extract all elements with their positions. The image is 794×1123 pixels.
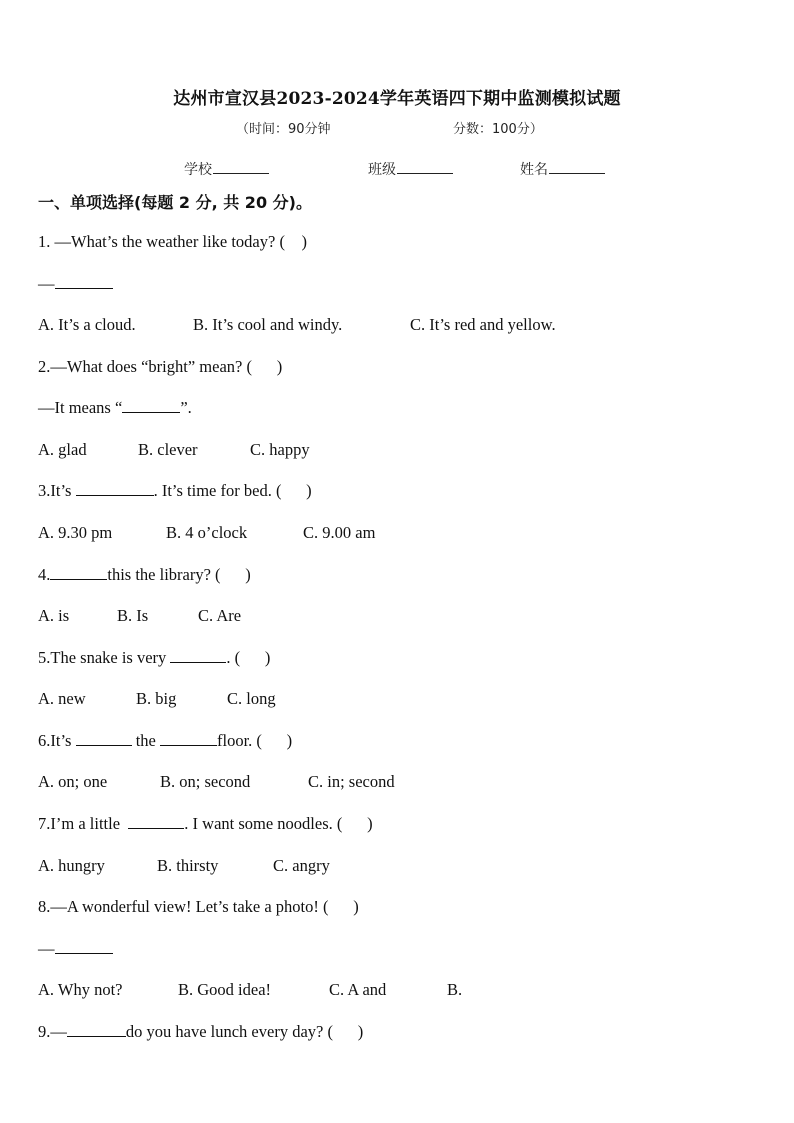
option-c[interactable]: C. It’s red and yellow. <box>410 315 556 334</box>
question-blank[interactable] <box>67 1022 126 1037</box>
question-pre: 4. <box>38 565 51 584</box>
question-blank[interactable] <box>50 565 107 580</box>
option-c-continued: B. <box>447 980 463 999</box>
exam-score: 分数：100分） <box>453 122 543 137</box>
answer-blank[interactable] <box>55 274 113 289</box>
school-label: 学校 <box>184 162 212 178</box>
answer-blank[interactable] <box>55 939 113 954</box>
name-field[interactable] <box>520 159 605 179</box>
question-8 <box>38 897 359 917</box>
question-mid: the <box>131 731 161 750</box>
question-2 <box>38 357 282 377</box>
option-b[interactable]: B. thirsty <box>157 856 219 875</box>
answer-line-8 <box>38 939 113 959</box>
answer-blank[interactable] <box>122 398 180 413</box>
option-c[interactable]: C. A and <box>329 980 387 999</box>
question-5 <box>38 648 270 668</box>
question-post: do you have lunch every day? ( ) <box>125 1022 364 1041</box>
answer-dash: — <box>38 274 55 293</box>
option-b[interactable]: B. big <box>136 689 177 708</box>
question-text: 1. —What’s the weather like today? ( ) <box>38 232 307 251</box>
option-a[interactable]: A. It’s a cloud. <box>38 315 136 334</box>
question-post: . ( ) <box>226 648 271 667</box>
question-text: 8.—A wonderful view! Let’s take a photo! ( ) <box>38 897 359 916</box>
option-c[interactable]: C. Are <box>198 606 242 625</box>
class-blank[interactable] <box>397 160 453 174</box>
question-3 <box>38 481 312 501</box>
question-pre: 3.It’s <box>38 481 76 500</box>
option-b[interactable]: B. Is <box>117 606 149 625</box>
option-b[interactable]: B. Good idea! <box>178 980 272 999</box>
question-9 <box>38 1022 363 1042</box>
question-post: . I want some noodles. ( ) <box>184 814 373 833</box>
question-pre: 6.It’s <box>38 731 76 750</box>
class-field[interactable] <box>368 159 453 179</box>
option-c[interactable]: C. in; second <box>308 772 395 791</box>
answer-dash: — <box>38 939 55 958</box>
option-a[interactable]: A. hungry <box>38 856 105 875</box>
question-6 <box>38 731 292 751</box>
question-7 <box>38 814 373 834</box>
question-post: . It’s time for bed. ( ) <box>153 481 312 500</box>
question-blank-2[interactable] <box>160 731 217 746</box>
option-c[interactable]: C. angry <box>273 856 330 875</box>
option-b[interactable]: B. 4 o’clock <box>166 523 248 542</box>
answer-line-2 <box>38 398 192 418</box>
question-post: this the library? ( ) <box>107 565 251 584</box>
option-c[interactable]: C. happy <box>250 440 310 459</box>
option-a[interactable]: A. glad <box>38 440 87 459</box>
question-1 <box>38 232 307 252</box>
question-pre: 9.— <box>38 1022 67 1041</box>
question-4 <box>38 565 251 585</box>
question-pre: 5.The snake is very <box>38 648 171 667</box>
option-c[interactable]: C. 9.00 am <box>303 523 376 542</box>
option-c[interactable]: C. long <box>227 689 276 708</box>
option-b[interactable]: B. on; second <box>160 772 251 791</box>
question-text: 2.—What does “bright” mean? ( ) <box>38 357 283 376</box>
answer-pre: —It means “ <box>38 398 123 417</box>
answer-post: ”. <box>180 398 192 417</box>
question-blank[interactable] <box>128 814 184 829</box>
name-blank[interactable] <box>549 160 605 174</box>
question-blank-1[interactable] <box>76 731 132 746</box>
option-a[interactable]: A. is <box>38 606 70 625</box>
option-a[interactable]: A. 9.30 pm <box>38 523 113 542</box>
page-title: 达州市宣汉县2023-2024学年英语四下期中监测模拟试题 <box>173 89 621 109</box>
option-b[interactable]: B. It’s cool and windy. <box>193 315 343 334</box>
question-pre: 7.I’m a little <box>38 814 129 833</box>
class-label: 班级 <box>368 162 396 178</box>
exam-time: （时间：90分钟 <box>236 122 331 137</box>
option-b[interactable]: B. clever <box>138 440 198 459</box>
school-field[interactable] <box>184 159 269 179</box>
question-post: floor. ( ) <box>217 731 293 750</box>
question-blank[interactable] <box>170 648 226 663</box>
answer-line-1 <box>38 274 113 294</box>
option-a[interactable]: A. new <box>38 689 86 708</box>
school-blank[interactable] <box>213 160 269 174</box>
question-blank[interactable] <box>76 481 154 496</box>
name-label: 姓名 <box>520 162 548 178</box>
option-a[interactable]: A. Why not? <box>38 980 123 999</box>
section-title: 一、单项选择(每题 2 分, 共 20 分)。 <box>38 193 312 212</box>
option-a[interactable]: A. on; one <box>38 772 108 791</box>
